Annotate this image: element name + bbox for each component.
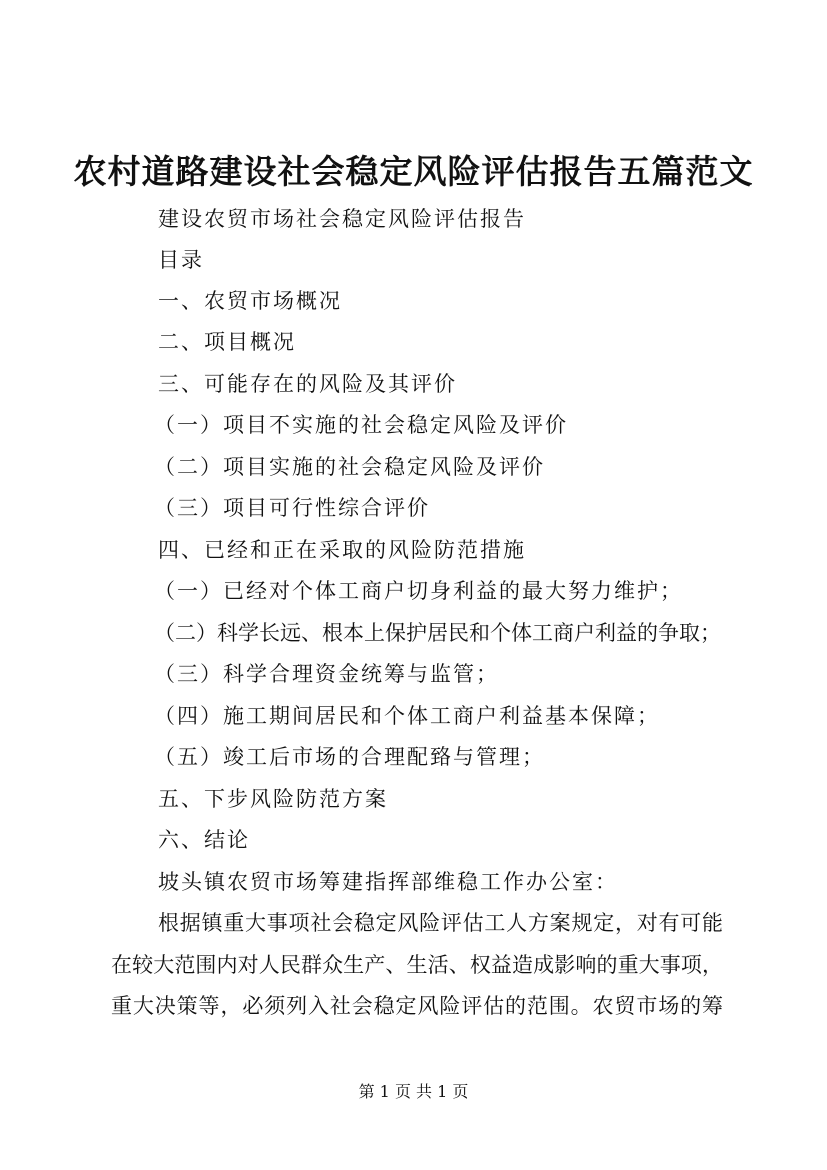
toc-item: （三）科学合理资金统筹与监管； [154, 662, 499, 686]
body-paragraph-line: 重大决策等，必须列入社会稳定风险评估的范围。农贸市场的筹 [111, 994, 723, 1018]
toc-heading: 目录 [158, 248, 204, 272]
toc-item: 五、下步风险防范方案 [158, 787, 388, 811]
body-paragraph-line: 在较大范围内对人民群众生产、生活、权益造成影响的重大事项， [111, 953, 723, 977]
salutation: 坡头镇农贸市场筹建指挥部维稳工作办公室： [158, 870, 618, 894]
page-number-footer: 第 1 页 共 1 页 [358, 1082, 469, 1101]
toc-item: （一）已经对个体工商户切身利益的最大努力维护； [154, 579, 683, 603]
body-paragraph-line: 根据镇重大事项社会稳定风险评估工人方案规定，对有可能 [158, 911, 723, 935]
document-title: 农村道路建设社会稳定风险评估报告五篇范文 [73, 152, 754, 191]
toc-item: （四）施工期间居民和个体工商户利益基本保障； [154, 704, 660, 728]
toc-item: （二）项目实施的社会稳定风险及评价 [154, 455, 545, 479]
toc-item: 二、项目概况 [158, 330, 296, 354]
toc-item: 一、农贸市场概况 [158, 289, 342, 313]
document-subtitle: 建设农贸市场社会稳定风险评估报告 [158, 207, 526, 231]
toc-item: （三）项目可行性综合评价 [154, 496, 430, 520]
toc-item: （一）项目不实施的社会稳定风险及评价 [154, 413, 568, 437]
toc-item: （五）竣工后市场的合理配臵与管理； [154, 745, 545, 769]
toc-item: 六、结论 [158, 828, 250, 852]
toc-item: 四、已经和正在采取的风险防范措施 [158, 538, 526, 562]
toc-item: （二）科学长远、根本上保护居民和个体工商户利益的争取； [154, 621, 721, 645]
toc-item: 三、可能存在的风险及其评价 [158, 372, 457, 396]
